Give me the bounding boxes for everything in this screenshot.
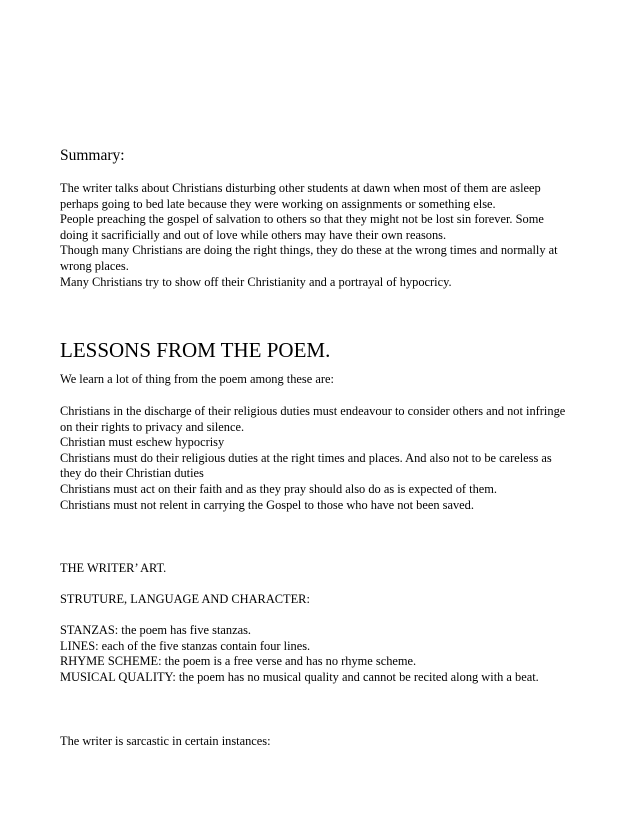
summary-line: The writer talks about Christians disturbing other students at dawn when most of them are asleep: [60, 181, 541, 195]
lesson-line: Christians must act on their faith and as they pray should also do as is expected of them.: [60, 481, 498, 496]
art-line: RHYME SCHEME: the poem is a free verse and has no rhyme scheme.: [60, 654, 417, 669]
lesson-line: on their rights to privacy and silence.: [60, 419, 245, 434]
summary-line: wrong places.: [60, 258, 129, 273]
summary-line: Though many Christians are doing the right things, they do these at the wrong times and normally at: [60, 243, 558, 258]
summary-line: People preaching the gospel of salvation to others so that they might not be lost sin forever. Some: [60, 212, 544, 227]
writers-art-body: [60, 623, 620, 685]
lessons-body: [60, 404, 620, 513]
summary-line: Many Christians try to show off their Christianity and a portrayal of hypocricy.: [60, 274, 452, 289]
lesson-line: Christian must eschew hypocrisy: [60, 435, 225, 450]
lesson-line: Christians must do their religious duties at the right times and places. And also not to be careless as: [60, 450, 552, 465]
lessons-heading: LESSONS FROM THE POEM.: [60, 338, 331, 362]
summary-body: [60, 181, 620, 290]
closing-line: The writer is sarcastic in certain instances:: [60, 734, 271, 748]
summary-heading: Summary:: [60, 147, 125, 164]
art-line: LINES: each of the five stanzas contain four lines.: [60, 638, 311, 653]
lesson-line: Christians must not relent in carrying the Gospel to those who have not been saved.: [60, 497, 474, 512]
lesson-line: they do their Christian duties: [60, 466, 204, 481]
summary-line: perhaps going to bed late because they were working on assignments or something else.: [60, 196, 496, 211]
structure-subheading: STRUTURE, LANGUAGE AND CHARACTER:: [60, 592, 310, 606]
art-line: MUSICAL QUALITY: the poem has no musical quality and cannot be recited along with a beat.: [60, 669, 539, 684]
summary-line: doing it sacrificially and out of love while others may have their own reasons.: [60, 227, 447, 242]
art-line: STANZAS: the poem has five stanzas.: [60, 623, 252, 637]
writers-art-heading: THE WRITER’ ART.: [60, 561, 167, 575]
lesson-line: Christians in the discharge of their religious duties must endeavour to consider others and not infringe: [60, 404, 566, 418]
lessons-intro: We learn a lot of thing from the poem among these are:: [60, 372, 334, 386]
